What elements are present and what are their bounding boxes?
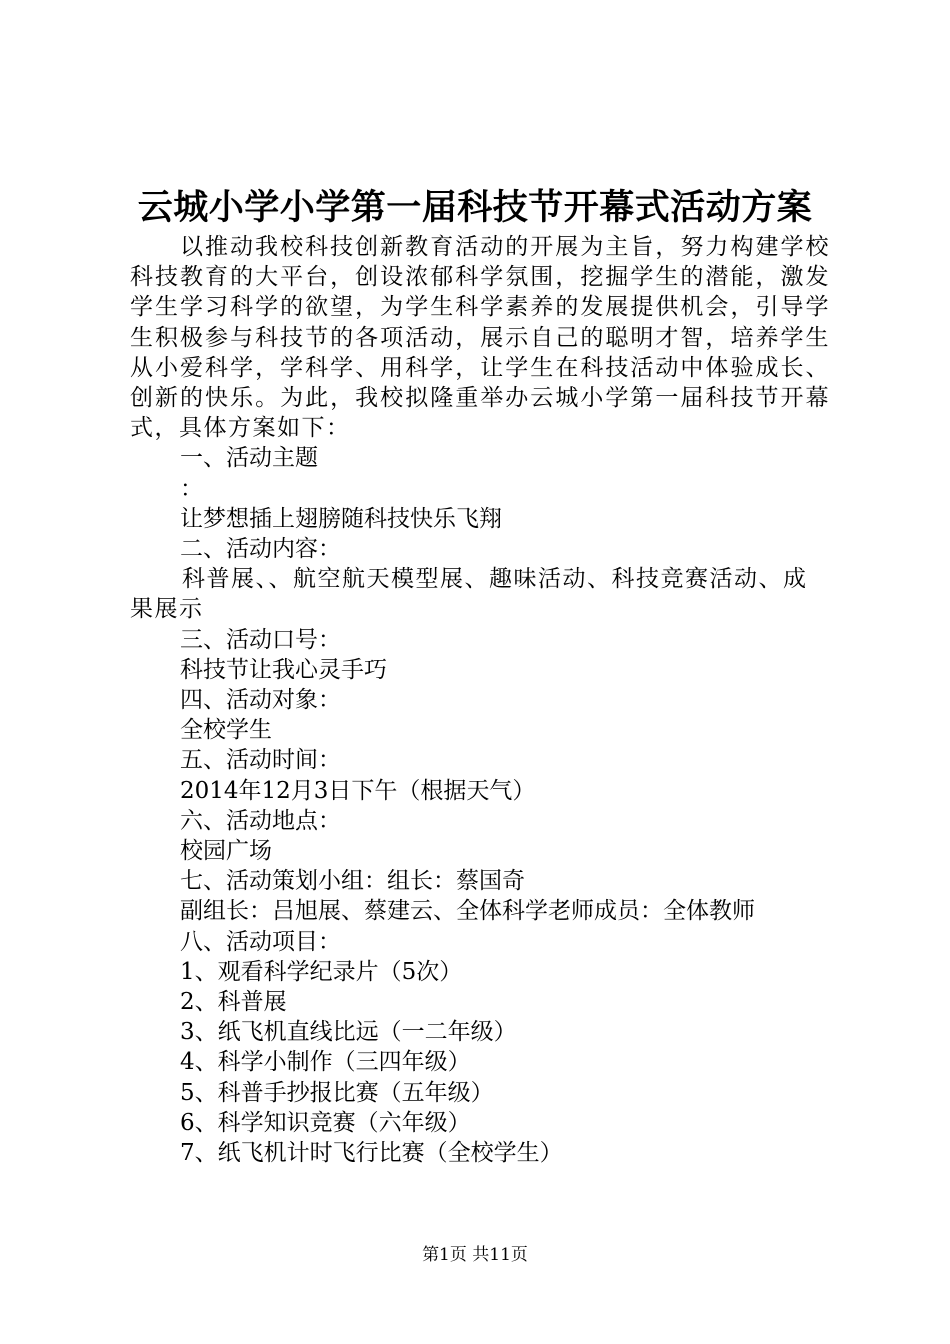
section-heading-time: 五、活动时间： — [180, 747, 341, 774]
section-heading-projects: 八、活动项目： — [180, 928, 341, 955]
list-item: 7、纸飞机计时飞行比赛（全校学生） — [180, 1140, 563, 1167]
section-heading-content: 二、活动内容： — [180, 536, 341, 563]
section-heading-planning-group: 七、活动策划小组：组长：蔡国奇 — [180, 868, 525, 895]
section-text-theme: 让梦想插上翅膀随科技快乐飞翔 — [180, 505, 502, 532]
list-item: 2、科普展 — [180, 989, 287, 1016]
section-text-time: 2014年12月3日下午（根据天气） — [180, 777, 536, 804]
section-theme-colon: ： — [180, 475, 203, 502]
document-title: 云城小学小学第一届科技节开幕式活动方案 — [137, 187, 813, 228]
section-heading-slogan: 三、活动口号： — [180, 626, 341, 653]
list-item: 5、科普手抄报比赛（五年级） — [180, 1079, 494, 1106]
page-number-footer: 第1页 共11页 — [422, 1245, 528, 1265]
intro-paragraph: 以推动我校科技创新教育活动的开展为主旨，努力构建学校科技教育的大平台，创设浓郁科学氛围，挖掘学生的潜能，激发学生学习科学的欲望，为学生科学素养的发展提供机会，引导学生积极参与科技节的各项活动，展示自己的聪明才智，培养学生从小爱科学，学科学、用科学，让学生在科技活动中体验成长、创新的快乐。为此，我校拟隆重举办云城小学第一届科技节开幕式，具体方案如下： — [130, 234, 830, 442]
list-item: 3、纸飞机直线比远（一二年级） — [180, 1019, 517, 1046]
document-body — [130, 232, 830, 1168]
list-item: 1、观看科学纪录片（5次） — [180, 958, 463, 985]
section-text-slogan: 科技节让我心灵手巧 — [180, 656, 387, 683]
section-heading-theme: 一、活动主题 — [180, 445, 318, 472]
section-text-location: 校园广场 — [180, 838, 272, 865]
section-heading-location: 六、活动地点： — [180, 807, 341, 834]
section-text-planning-group: 副组长：吕旭展、蔡建云、全体科学老师成员：全体教师 — [180, 898, 755, 925]
section-heading-audience: 四、活动对象： — [180, 687, 341, 714]
section-text-content: 科普展、、航空航天模型展、趣味活动、科技竞赛活动、成果展示 — [130, 566, 808, 623]
list-item: 4、科学小制作（三四年级） — [180, 1049, 471, 1076]
section-text-audience: 全校学生 — [180, 717, 272, 744]
list-item: 6、科学知识竞赛（六年级） — [180, 1109, 471, 1136]
